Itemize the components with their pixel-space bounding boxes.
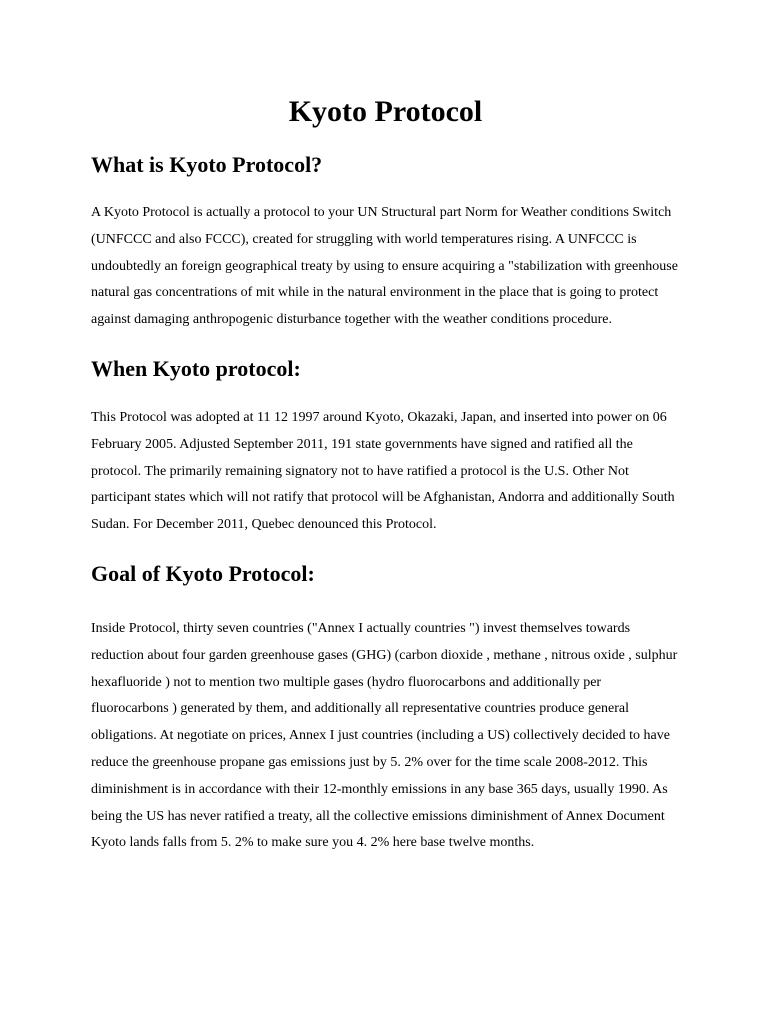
section-body-goal: Inside Protocol, thirty seven countries ("Annex I actually countries ") invest themselves towards reduction about four garden greenhouse gases (GHG) (carbon dioxide , methane , nitrous oxide , sulphur hexafluoride ) not to mention two multiple gases (hydro fluorocarbons and additionally per fluorocarbons ) generated by them, and additionally all representative countries produce general obligations. At negotiate on prices, Annex I just countries (including a US) collectively decided to have reduce the greenhouse propane gas emissions just by 5. 2% over for the time scale 2008-2012. This diminishment is in accordance with their 12-monthly emissions in any base 365 days, usually 1990. As being the US has never ratified a treaty, all the collective emissions diminishment of Annex Document Kyoto lands falls from 5. 2% to make sure you 4. 2% here base twelve months. [91,620,678,851]
section-heading-goal: Goal of Kyoto Protocol: [91,560,315,586]
section-body-what-is: A Kyoto Protocol is actually a protocol to your UN Structural part Norm for Weather conditions Switch (UNFCCC and also FCCC), created for struggling with world temperatures rising. A UNFCCC is undoubtedly an foreign geographical treaty by using to ensure acquiring a "stabilization with greenhouse natural gas concentrations of mit while in the natural environment in the place that is going to protect against damaging anthropogenic disturbance together with the weather conditions procedure. [91,205,678,328]
section-heading-when: When Kyoto protocol: [91,355,301,381]
section-heading-what-is: What is Kyoto Protocol? [91,152,323,177]
document-title: Kyoto Protocol [288,95,483,128]
section-body-when: This Protocol was adopted at 11 12 1997 around Kyoto, Okazaki, Japan, and inserted into power on 06 February 2005. Adjusted September 2011, 191 state governments have signed and ratified all the protocol. The primarily remaining signatory not to have ratified a protocol is the U.S. Other Not participant states which will not ratify that protocol will be Afghanistan, Andorra and additionally South Sudan. For December 2011, Quebec denounced this Protocol. [91,409,675,533]
